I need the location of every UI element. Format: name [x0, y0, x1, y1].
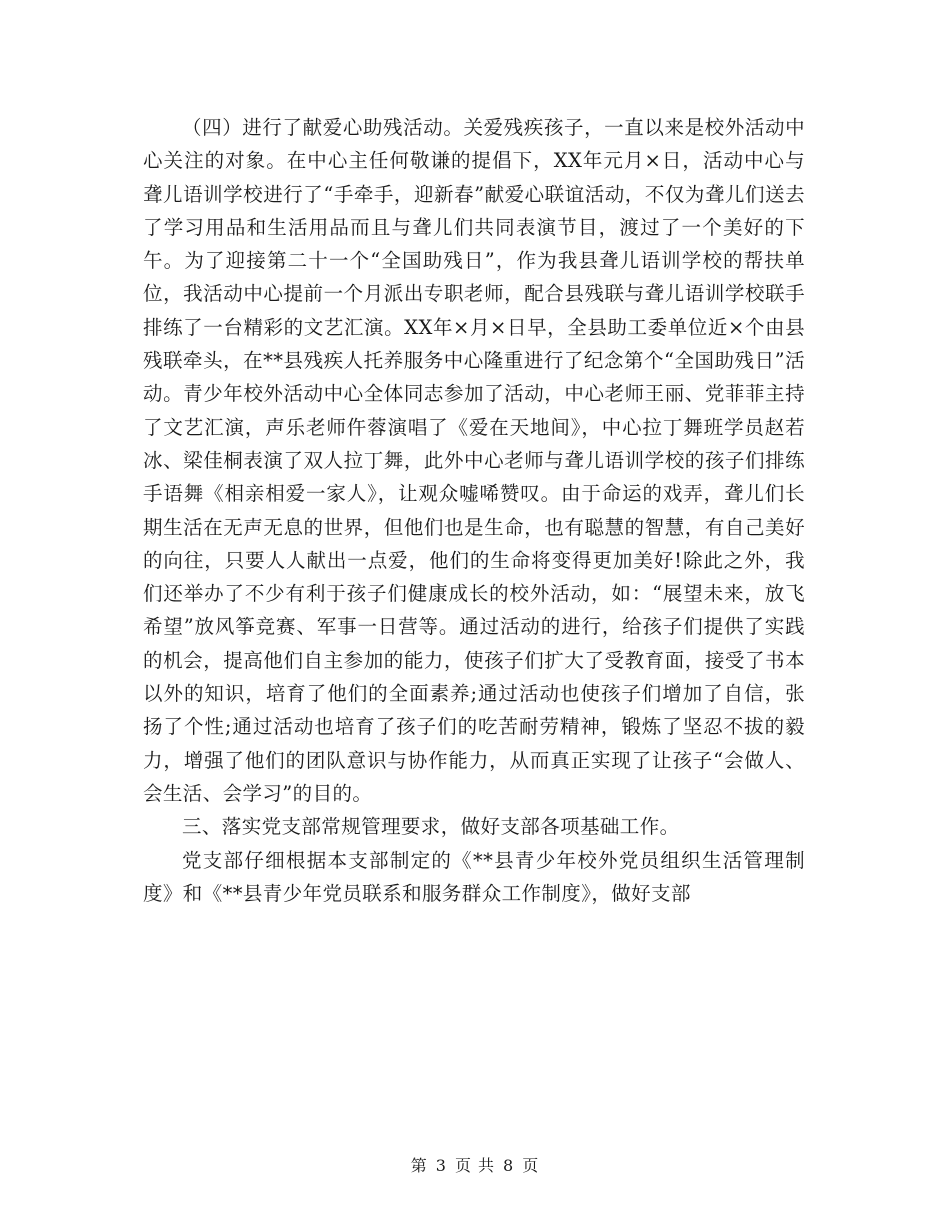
- paragraph-disability-activity: （四）进行了献爱心助残活动。关爱残疾孩子，一直以来是校外活动中心关注的对象。在中心主任何敬谦的提倡下，XX年元月×日，活动中心与聋儿语训学校进行了“手牵手，迎新春”献爱心联谊活动，不仅为聋儿们送去了学习用品和生活用品而且与聋儿们共同表演节目，渡过了一个美好的下午。为了迎接第二十一个“全国助残日”，作为我县聋儿语训学校的帮扶单位，我活动中心提前一个月派出专职老师，配合县残联与聋儿语训学校联手排练了一台精彩的文艺汇演。XX年×月×日早，全县助工委单位近×个由县残联牵头，在**县残疾人托养服务中心隆重进行了纪念第个“全国助残日”活动。青少年校外活动中心全体同志参加了活动，中心老师王丽、党菲菲主持了文艺汇演，声乐老师仵蓉演唱了《爱在天地间》，中心拉丁舞班学员赵若冰、梁佳桐表演了双人拉丁舞，此外中心老师与聋儿语训学校的孩子们排练手语舞《相亲相爱一家人》，让观众嘘唏赞叹。由于命运的戏弄，聋儿们长期生活在无声无息的世界，但他们也是生命，也有聪慧的智慧，有自己美好的向往，只要人人献出一点爱，他们的生命将变得更加美好!除此之外，我们还举办了不少有利于孩子们健康成长的校外活动，如：“展望未来，放飞希望”放风筝竞赛、军事一日营等。通过活动的进行，给孩子们提供了实践的机会，提高他们自主参加的能力，使孩子们扩大了受教育面，接受了书本以外的知识，培育了他们的全面素养;通过活动也使孩子们增加了自信，张扬了个性;通过活动也培育了孩子们的吃苦耐劳精神，锻炼了坚忍不拔的毅力，增强了他们的团队意识与协作能力，从而真正实现了让孩子“会做人、会生活、会学习”的目的。: [143, 116, 805, 805]
- page-footer: [0, 1153, 950, 1176]
- footer-suffix: 页: [522, 1156, 540, 1175]
- document-body: [143, 111, 805, 910]
- footer-total-pages: 8: [503, 1156, 515, 1175]
- footer-current-page: 3: [435, 1156, 447, 1175]
- footer-prefix: 第: [410, 1156, 428, 1175]
- paragraph-party-branch: 党支部仔细根据本支部制定的《**县青少年校外党员组织生活管理制度》和《**县青少年党员联系和服务群众工作制度》，做好支部: [143, 848, 805, 905]
- footer-mid: 页 共: [454, 1156, 496, 1175]
- paragraph-section-heading: 三、落实党支部常规管理要求，做好支部各项基础工作。: [182, 815, 680, 839]
